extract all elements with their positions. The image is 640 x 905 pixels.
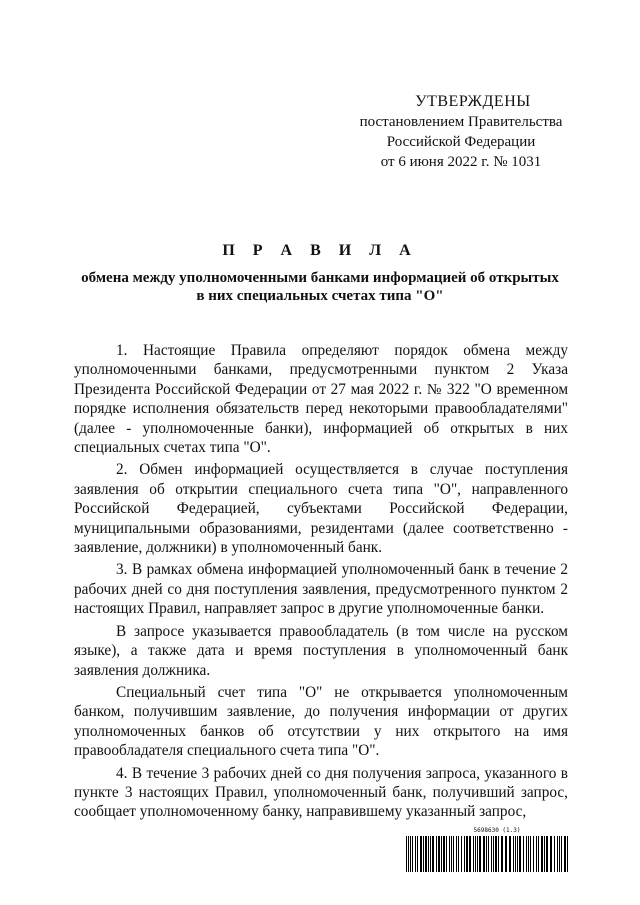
barcode-bar [430,836,431,872]
barcode-bar [564,836,566,872]
document-subtitle-line-2: в них специальных счетах типа "О" [196,288,444,304]
barcode-bar [477,836,478,872]
barcode-bar [432,836,434,872]
approval-title: УТВЕРЖДЕНЫ [415,93,531,110]
barcode-bar [544,836,545,872]
barcode-bar [554,836,555,872]
barcode-bar [458,836,459,872]
barcode-bar [559,836,560,872]
barcode-bar [408,836,409,872]
barcode-bar [528,836,529,872]
barcode-bar [469,836,471,872]
barcode-bar [410,836,411,872]
barcode-bar [479,836,481,872]
paragraph-1: 1. Настоящие Правила определяют порядок обмена между уполномоченными банками, предусмотренными пунктом 2 Указа Президента Российской Федерации от 27 мая 2022 г. № 322 "О временном порядке исполнения обязательств перед некоторыми правообладателями" (далее - уполномоченные банки), информацией об открытых в них специальных счетах типа "О". [74,342,568,457]
barcode-bar [541,836,543,872]
barcode-bar [491,836,492,872]
paragraph-4: 4. В течение 3 рабочих дней со дня получения запроса, указанного в пункте 3 настоящих Правил, уполномоченный банк, получивший запрос, сообщает уполномоченному банку, направившему указанный запрос, [74,764,568,821]
barcode-bar [420,836,422,872]
paragraph-2: 2. Обмен информацией осуществляется в случае поступления заявления об открытии специального счета типа "О", направленного Российской Федерацией, субъектами Российской Федерации, муниципальными образованиями, резидентами (далее соответственно - заявление, должники) в уполномоченный банк. [74,461,568,557]
barcode-bar [530,836,531,872]
approval-line-2: Российской Федерации [386,134,536,150]
barcode-bar [546,836,548,872]
barcode-bar [456,836,457,872]
document-subtitle [70,269,570,305]
approval-line-3: от 6 июня 2022 г. № 1031 [380,154,542,170]
barcode-block [406,827,568,877]
document-subtitle-line-1: обмена между уполномоченными банками информацией об открытых [81,270,559,286]
barcode-bar [446,836,447,872]
paragraph-3-request: В запросе указывается правообладатель (в том числе на русском языке), а также дата и время поступления в уполномоченный банк заявления должника. [74,622,568,679]
approval-line-1: постановлением Правительства [359,114,563,130]
barcode-bar [561,836,562,872]
barcode-bar [557,836,558,872]
barcode-bar [513,836,514,872]
approval-stamp [336,92,586,172]
barcode-bar [483,836,485,872]
barcode-bar [486,836,487,872]
barcode-bar [567,836,568,872]
barcode-bar [533,836,534,872]
document-title: П Р А В И Л А [222,242,418,259]
barcode-bar [449,836,450,872]
barcode-number: 5698630 (1.3) [473,827,521,834]
barcode-bar [438,836,440,872]
barcode-bar [498,836,499,872]
barcode-bar [451,836,452,872]
barcode-bar [473,836,474,872]
barcode-bar [464,836,465,872]
barcode-bar [415,836,416,872]
paragraph-3-special-account: Специальный счет типа "О" не открывается уполномоченным банком, получившим заявление, до получения информации от других уполномоченных банков об отсутствии у них открытого на имя правообладателя специального счета типа "О". [74,683,568,760]
barcode-bar [536,836,537,872]
barcode-bar [509,836,511,872]
barcode-bar [495,836,497,872]
document-body [74,341,568,825]
barcode-bar [428,836,429,872]
barcode-bar [436,836,437,872]
barcode-bar [501,836,503,872]
barcode-bar [441,836,442,872]
barcode-bar [425,836,427,872]
barcode-bar [526,836,527,872]
barcode-bar [406,836,407,872]
barcode-icon [406,836,568,872]
barcode-bar [443,836,445,872]
barcode-bar [412,836,413,872]
paragraph-3: 3. В рамках обмена информацией уполномоченный банк в течение 2 рабочих дней со дня поступления заявления, предусмотренного пунктом 2 настоящих Правил, направляет запрос в другие уполномоченные банки. [74,561,568,618]
barcode-bar [466,836,468,872]
barcode-bar [515,836,516,872]
barcode-bar [488,836,489,872]
barcode-bar [538,836,539,872]
barcode-bar [517,836,518,872]
barcode-bar [475,836,476,872]
barcode-bar [550,836,552,872]
barcode-bar [417,836,418,872]
barcode-bar [519,836,521,872]
barcode-bar [493,836,494,872]
barcode-bar [461,836,462,872]
barcode-bar [453,836,454,872]
barcode-bar [523,836,524,872]
barcode-bar [423,836,424,872]
barcode-bar [505,836,507,872]
